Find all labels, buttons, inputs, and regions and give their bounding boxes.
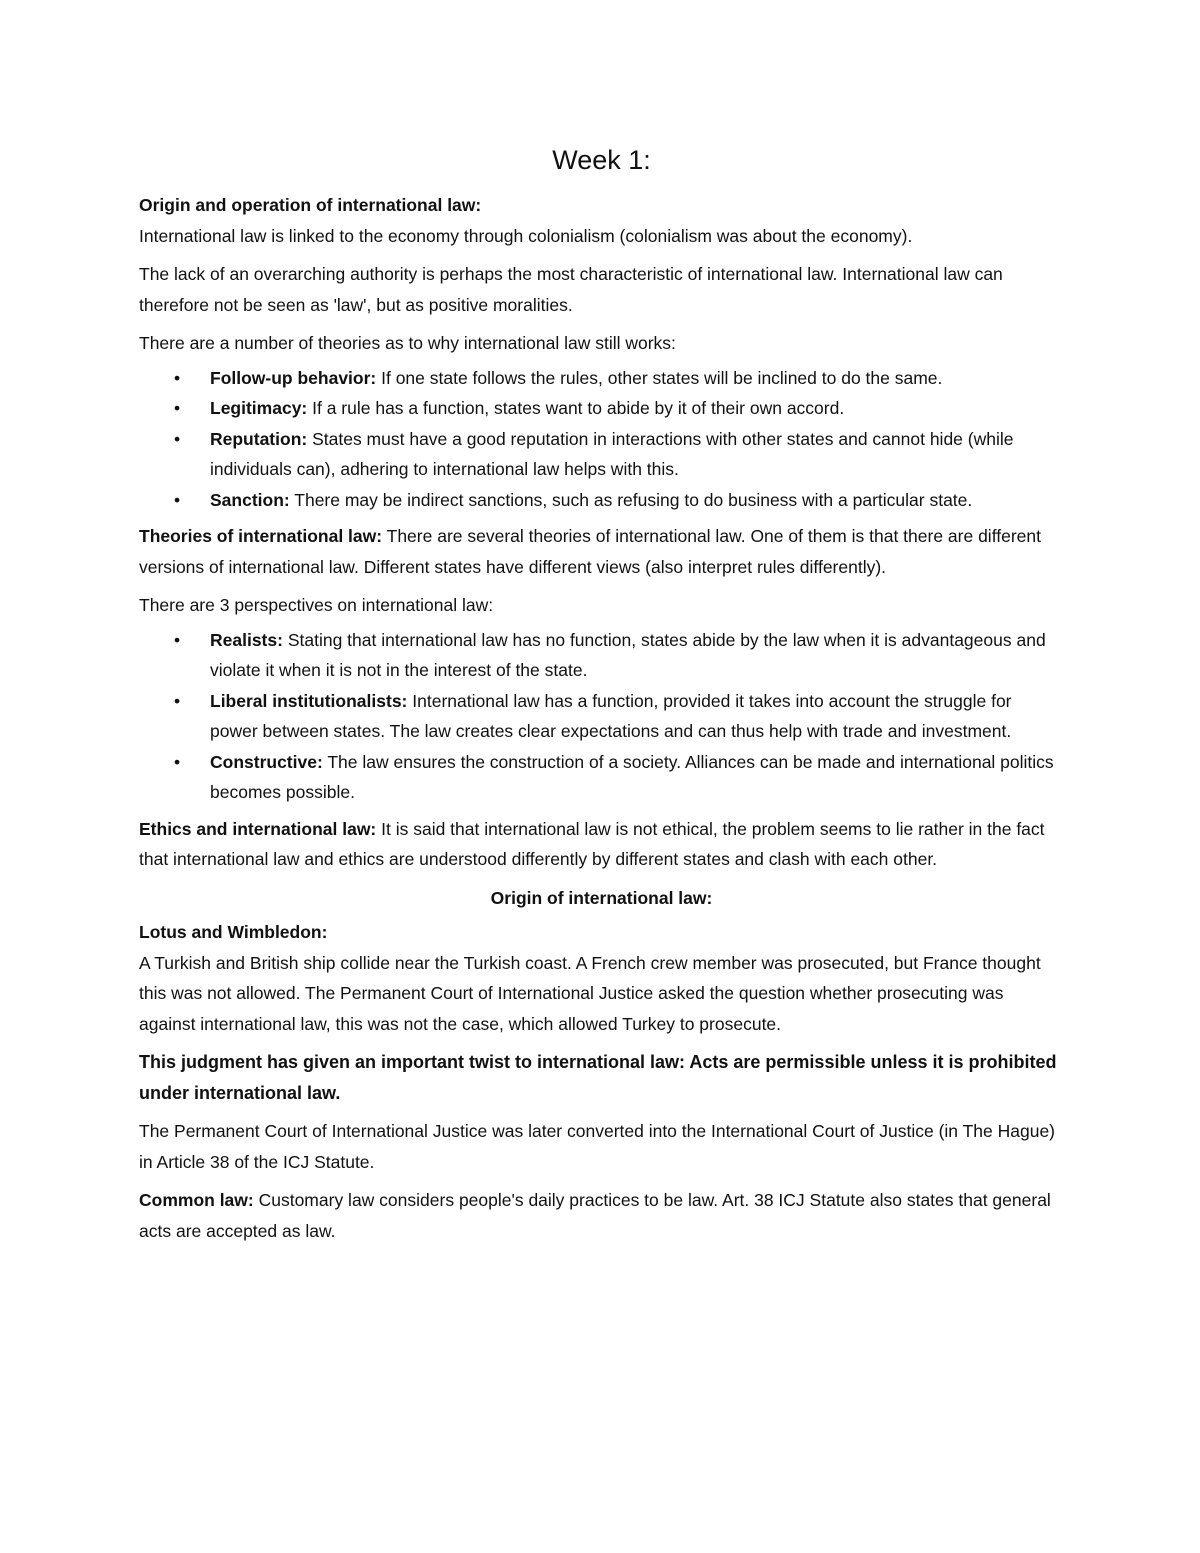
inline-term: Ethics and international law:: [139, 818, 377, 839]
list-item-text: The law ensures the construction of a society. Alliances can be made and international politics becomes possible.: [210, 751, 1054, 802]
inline-text: There are several theories of international law. One of them is that there are different versions of international law. Different states have different views (also interpret rules differently).: [139, 526, 1041, 577]
bullet-icon: •: [174, 428, 181, 449]
list-item-text: Stating that international law has no function, states abide by the law when it is advantageous and violate it when it is not in the interest of the state.: [210, 629, 1046, 680]
list-item: [174, 393, 1064, 424]
list-item-text: States must have a good reputation in interactions with other states and cannot hide (while individuals can), adhering to international law helps with this.: [210, 428, 1014, 479]
document-page: [139, 140, 1064, 1254]
list-item-text: International law has a function, provided it takes into account the struggle for power between states. The law creates clear expectations and can thus help with trade and investment.: [210, 690, 1012, 741]
list-item: [174, 747, 1064, 808]
list-item: [174, 424, 1064, 485]
section-heading-origin: Origin of international law:: [490, 887, 713, 908]
bullet-icon: •: [174, 367, 181, 388]
list-item: [174, 625, 1064, 686]
bullet-icon: •: [174, 751, 181, 772]
inline-text: It is said that international law is not ethical, the problem seems to lie rather in the fact that international law and ethics are understood differently by different states and clash with each other.: [139, 818, 1045, 869]
list-item: [174, 686, 1064, 747]
list-item-term: Realists:: [210, 629, 283, 650]
list-item-term: Legitimacy:: [210, 398, 308, 418]
list-item-text: If one state follows the rules, other states will be inclined to do the same.: [376, 367, 943, 388]
inline-term: Theories of international law:: [139, 526, 383, 546]
paragraph-overarching-authority: The lack of an overarching authority is perhaps the most characteristic of international law. International law can therefore not be seen as 'law', but as positive moralities.: [139, 264, 1003, 315]
bullet-icon: •: [174, 690, 181, 711]
paragraph-permanent-court: The Permanent Court of International Justice was later converted into the International Court of Justice (in The Hague) in Article 38 of the ICJ Statute.: [139, 1121, 1055, 1172]
bullet-icon: •: [174, 629, 181, 650]
list-item-term: Liberal institutionalists:: [210, 690, 408, 711]
list-item-text: There may be indirect sanctions, such as refusing to do business with a particular state.: [289, 489, 973, 510]
list-item: [174, 485, 1064, 516]
list-item-term: Reputation:: [210, 428, 308, 449]
list-item-term: Constructive:: [210, 751, 323, 772]
paragraph-colonialism: International law is linked to the economy through colonialism (colonialism was about the economy).: [139, 225, 913, 246]
paragraph-lotus-case: A Turkish and British ship collide near the Turkish coast. A French crew member was prosecuted, but France thought this was not allowed. The Permanent Court of International Justice asked the question whether prosecuting was against international law, this was not the case, which allowed Turkey to prosecute.: [139, 952, 1041, 1034]
paragraph-common-law: [139, 1185, 1064, 1246]
paragraph-judgment: This judgment has given an important twist to international law: Acts are permissible unless it is prohibited under international law.: [139, 1052, 1057, 1103]
paragraph-theories-intro: There are a number of theories as to why international law still works:: [139, 333, 676, 353]
section-heading-origin-operation: Origin and operation of international law:: [139, 195, 482, 215]
bullet-icon: •: [174, 489, 181, 510]
list-item-text: If a rule has a function, states want to abide by it of their own accord.: [307, 398, 845, 418]
inline-term: Common law:: [139, 1190, 254, 1210]
page-title: Week 1:: [552, 145, 651, 175]
bullet-icon: •: [174, 398, 181, 418]
list-item-term: Follow-up behavior:: [210, 367, 377, 388]
paragraph-perspectives-intro: There are 3 perspectives on international law:: [139, 595, 494, 615]
theories-list: [139, 363, 1064, 516]
perspectives-list: [139, 625, 1064, 808]
paragraph-ethics: [139, 814, 1064, 875]
paragraph-theories-of-international-law: [139, 521, 1064, 582]
inline-text: Customary law considers people's daily practices to be law. Art. 38 ICJ Statute also states that general acts are accepted as law.: [139, 1190, 1051, 1241]
list-item-term: Sanction:: [210, 489, 290, 510]
list-item: [174, 363, 1064, 394]
case-heading-lotus-wimbledon: Lotus and Wimbledon:: [139, 922, 328, 942]
